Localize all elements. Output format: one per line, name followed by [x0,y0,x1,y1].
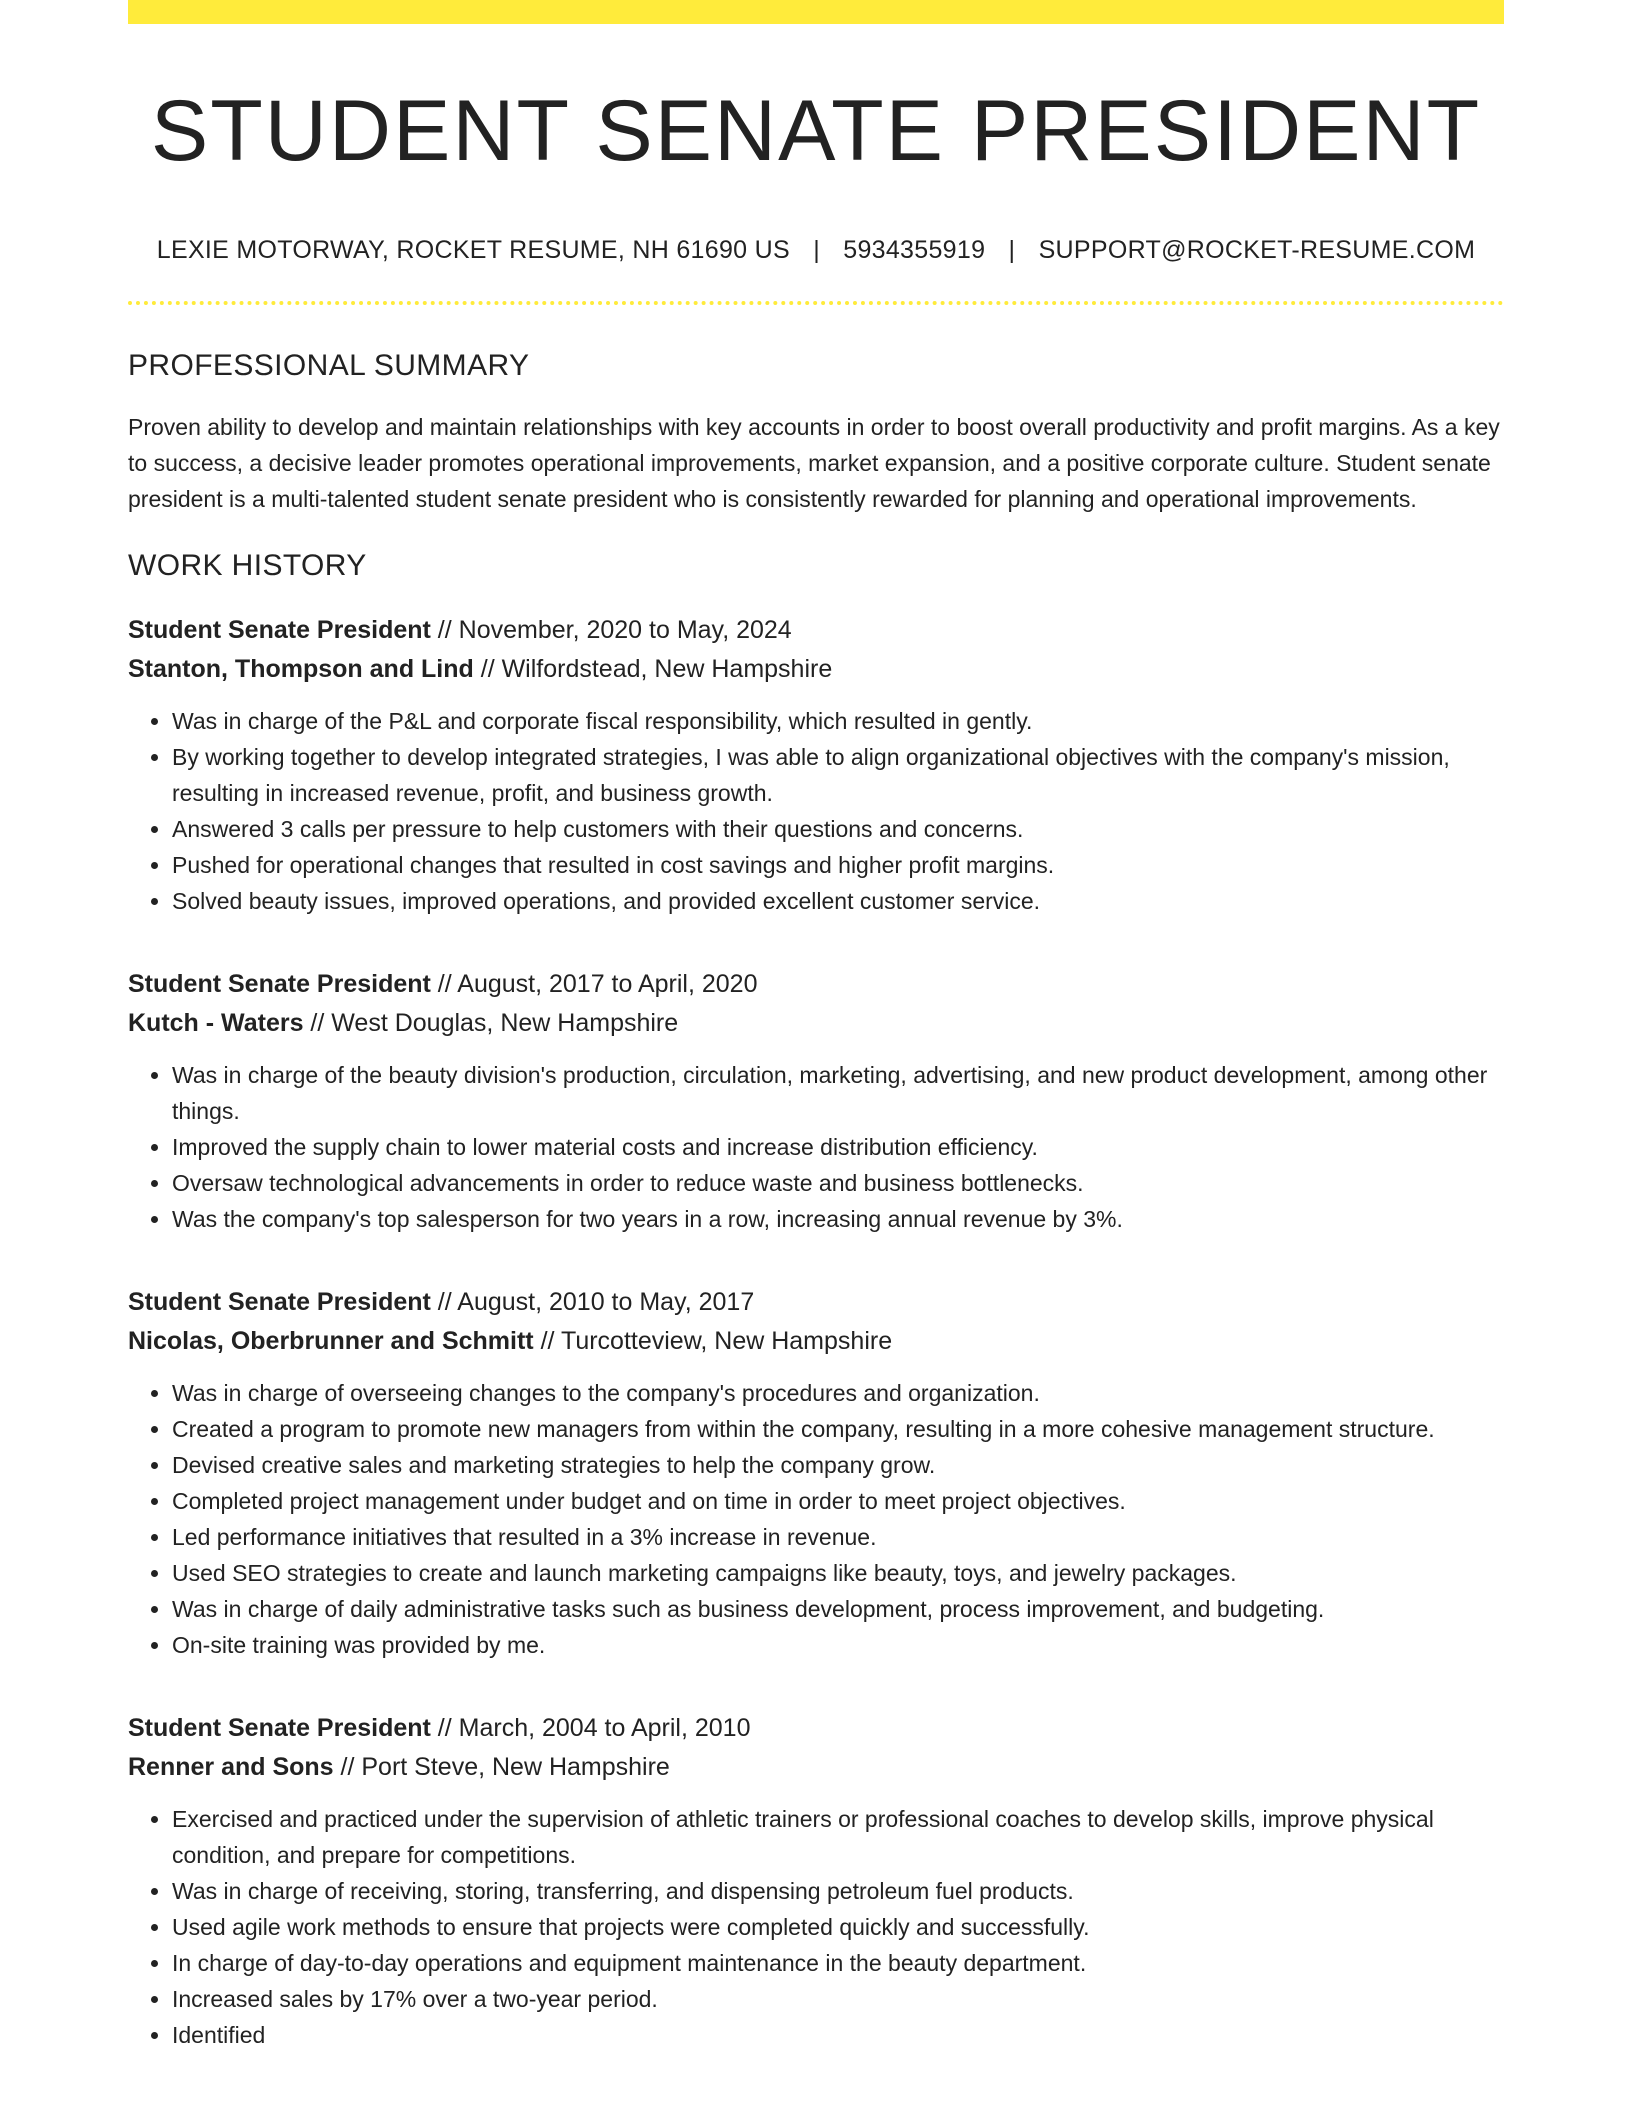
job-entry [128,611,1504,919]
work-history-heading: WORK HISTORY [128,549,367,582]
summary-heading: PROFESSIONAL SUMMARY [128,349,530,382]
job-location: // Wilfordstead, New Hampshire [473,655,833,683]
job-role: Student Senate President [128,1714,431,1742]
job-role: Student Senate President [128,616,431,644]
job-location: // Turcotteview, New Hampshire [533,1327,893,1355]
job-company: Nicolas, Oberbrunner and Schmitt [128,1327,534,1355]
job-bullet: • Was the company's top salesperson for two years in a row, increasing annual revenue by 3%. [172,1201,1504,1237]
contact-separator: | [1008,236,1016,264]
job-role-line [128,965,1504,1004]
summary-text: Proven ability to develop and maintain relationships with key accounts in order to boost overall productivity and profit margins. As a key to success, a decisive leader promotes operational improvements, market expansion, and a positive corporate culture. Student senate president is a multi-talented student senate president who is consistently rewarded for planning and operational improvements. [128,414,1500,512]
job-bullets [128,1057,1504,1237]
job-company: Stanton, Thompson and Lind [128,655,474,683]
job-bullet: • Oversaw technological advancements in order to reduce waste and business bottlenecks. [172,1165,1504,1201]
job-bullet: • Increased sales by 17% over a two-year period. [172,1981,1504,2017]
job-bullet: • By working together to develop integrated strategies, I was able to align organizational objectives with the company's mission, resulting in increased revenue, profit, and business growth. [172,739,1504,811]
job-bullet: • Led performance initiatives that resulted in a 3% increase in revenue. [172,1519,1504,1555]
job-entry [128,965,1504,1237]
job-bullet: • Exercised and practiced under the supervision of athletic trainers or professional coaches to develop skills, improve physical condition, and prepare for competitions. [172,1801,1504,1873]
job-bullets [128,1801,1504,2053]
job-bullet: • Pushed for operational changes that resulted in cost savings and higher profit margins. [172,847,1504,883]
job-location: // West Douglas, New Hampshire [303,1009,679,1037]
job-location: // Port Steve, New Hampshire [333,1753,670,1781]
job-entry [128,1709,1504,2053]
job-bullet: • Answered 3 calls per pressure to help customers with their questions and concerns. [172,811,1504,847]
job-bullet: • Was in charge of overseeing changes to the company's procedures and organization. [172,1375,1504,1411]
job-role-line [128,1709,1504,1748]
resume-page [128,0,1504,2053]
job-bullet: • Used agile work methods to ensure that projects were completed quickly and successfully. [172,1909,1504,1945]
job-bullet: • Created a program to promote new managers from within the company, resulting in a more cohesive management structure. [172,1411,1504,1447]
job-dates: // November, 2020 to May, 2024 [430,616,792,644]
job-role: Student Senate President [128,970,431,998]
job-bullet: • Devised creative sales and marketing strategies to help the company grow. [172,1447,1504,1483]
job-company-line [128,1748,1504,1787]
job-company: Kutch - Waters [128,1009,304,1037]
job-bullet: • Completed project management under budget and on time in order to meet project objectives. [172,1483,1504,1519]
job-role: Student Senate President [128,1288,431,1316]
job-company-line [128,1322,1504,1361]
job-company-line [128,1004,1504,1043]
job-company-line [128,650,1504,689]
job-bullet: • In charge of day-to-day operations and equipment maintenance in the beauty department. [172,1945,1504,1981]
job-dates: // August, 2017 to April, 2020 [430,970,758,998]
job-bullet: • Was in charge of the beauty division's production, circulation, marketing, advertising, and new product development, among other things. [172,1057,1504,1129]
job-dates: // August, 2010 to May, 2017 [430,1288,755,1316]
job-bullet: • Improved the supply chain to lower material costs and increase distribution efficiency. [172,1129,1504,1165]
contact-email: SUPPORT@ROCKET-RESUME.COM [1038,236,1476,264]
job-bullet: • Was in charge of daily administrative tasks such as business development, process improvement, and budgeting. [172,1591,1504,1627]
accent-bar [128,0,1504,24]
job-role-line [128,611,1504,650]
job-bullet: • Identified [172,2017,1504,2053]
resume-name: STUDENT SENATE PRESIDENT [150,83,1482,179]
job-bullet: • Was in charge of the P&L and corporate fiscal responsibility, which resulted in gently. [172,703,1504,739]
job-bullet: • Was in charge of receiving, storing, transferring, and dispensing petroleum fuel products. [172,1873,1504,1909]
job-bullets [128,1375,1504,1663]
job-dates: // March, 2004 to April, 2010 [430,1714,751,1742]
job-company: Renner and Sons [128,1753,334,1781]
contact-line [128,236,1504,265]
dotted-divider [128,301,1504,305]
contact-phone: 5934355919 [843,236,986,264]
job-bullets [128,703,1504,919]
job-bullet: • Solved beauty issues, improved operations, and provided excellent customer service. [172,883,1504,919]
job-bullet: • On-site training was provided by me. [172,1627,1504,1663]
job-role-line [128,1283,1504,1322]
contact-address: LEXIE MOTORWAY, ROCKET RESUME, NH 61690 US [156,236,790,264]
job-bullet: • Used SEO strategies to create and launch marketing campaigns like beauty, toys, and jewelry packages. [172,1555,1504,1591]
job-entry [128,1283,1504,1663]
contact-separator: | [813,236,820,264]
